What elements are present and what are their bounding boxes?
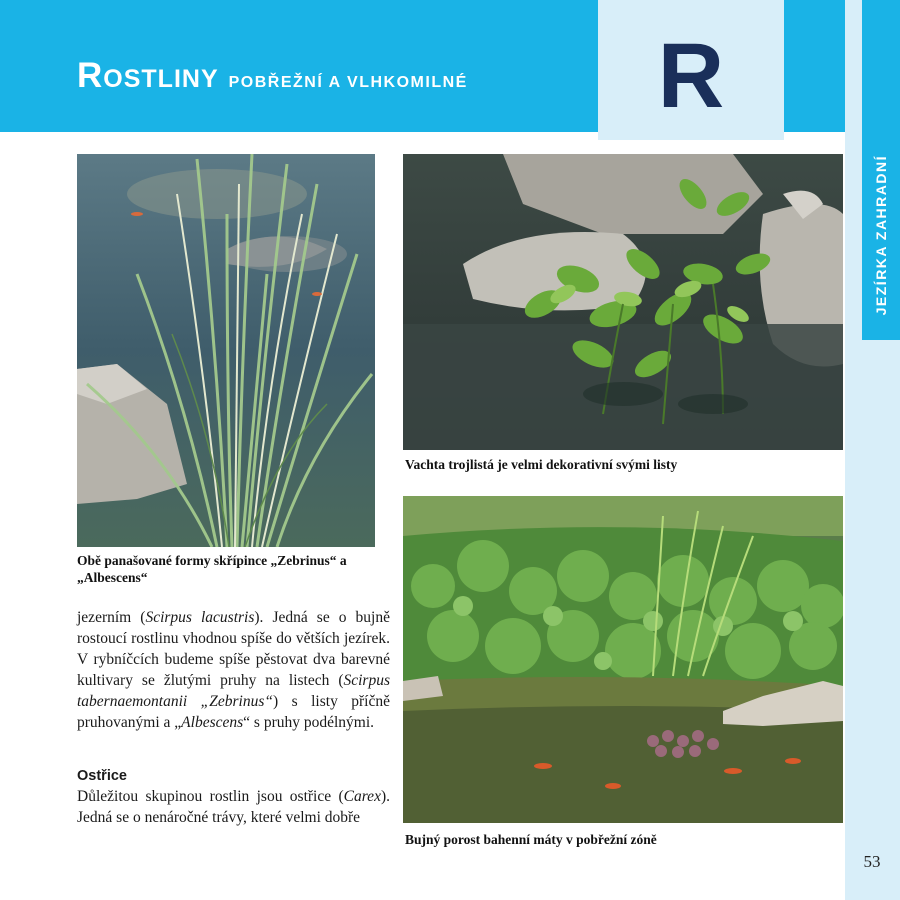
latin-name: Scirpus tabernaemontanii „Zebrinus“ [77, 672, 390, 710]
latin-name: Scirpus lacustris [145, 609, 255, 626]
body-text-segment: jezerním ( [77, 609, 146, 626]
title-subtitle: POBŘEŽNÍ A VLHKOMILNÉ [228, 74, 468, 91]
title-main: Rostliny [77, 56, 219, 95]
latin-name: Albescens [181, 714, 244, 731]
side-tab-label [862, 130, 900, 340]
caption-photo-rushes: Obě panašované formy skřípince „Zebrinus“ a „Albescens“ [77, 553, 347, 585]
section-subheading: Ostřice [77, 768, 127, 784]
chapter-letter-box [598, 0, 784, 140]
body-paragraph-1 [77, 607, 390, 733]
side-tab-text: JEZÍRKA ZAHRADNÍ [873, 154, 889, 316]
photo-bogbean-image [403, 154, 843, 450]
body-text-segment: ). Jedná se o bujně rostoucí rostlinu vhodnou spíše do větších jezírek. V rybníčcích budeme spíše pěstovat dva barevné kultivary se žlutými pruhy na listech ( [77, 609, 390, 689]
body-text-segment: ) s listy příčně pruhovanými a „ [77, 693, 391, 731]
chapter-letter: R [657, 25, 725, 127]
photo-rushes [77, 154, 375, 547]
page-number: 53 [863, 852, 881, 871]
body-text-segment: “ s pruhy podélnými. [243, 714, 375, 731]
photo-rushes-image [77, 154, 375, 547]
body-text-segment: Důležitou skupinou rostlin jsou ostřice ( [77, 788, 344, 805]
photo-bogbean [403, 154, 843, 450]
photo-water-mint [403, 496, 843, 823]
latin-name: Carex [343, 788, 381, 805]
body-paragraph-2 [77, 786, 390, 828]
page-title [77, 58, 468, 93]
caption-photo-bogbean: Vachta trojlistá je velmi dekorativní svými listy [405, 457, 678, 472]
body-text-segment: ). Jedná se o nenáročné trávy, které velmi dobře [77, 788, 390, 826]
photo-water-mint-image [403, 496, 843, 823]
caption-photo-water-mint: Bujný porost bahenní máty v pobřežní zóně [405, 832, 657, 847]
